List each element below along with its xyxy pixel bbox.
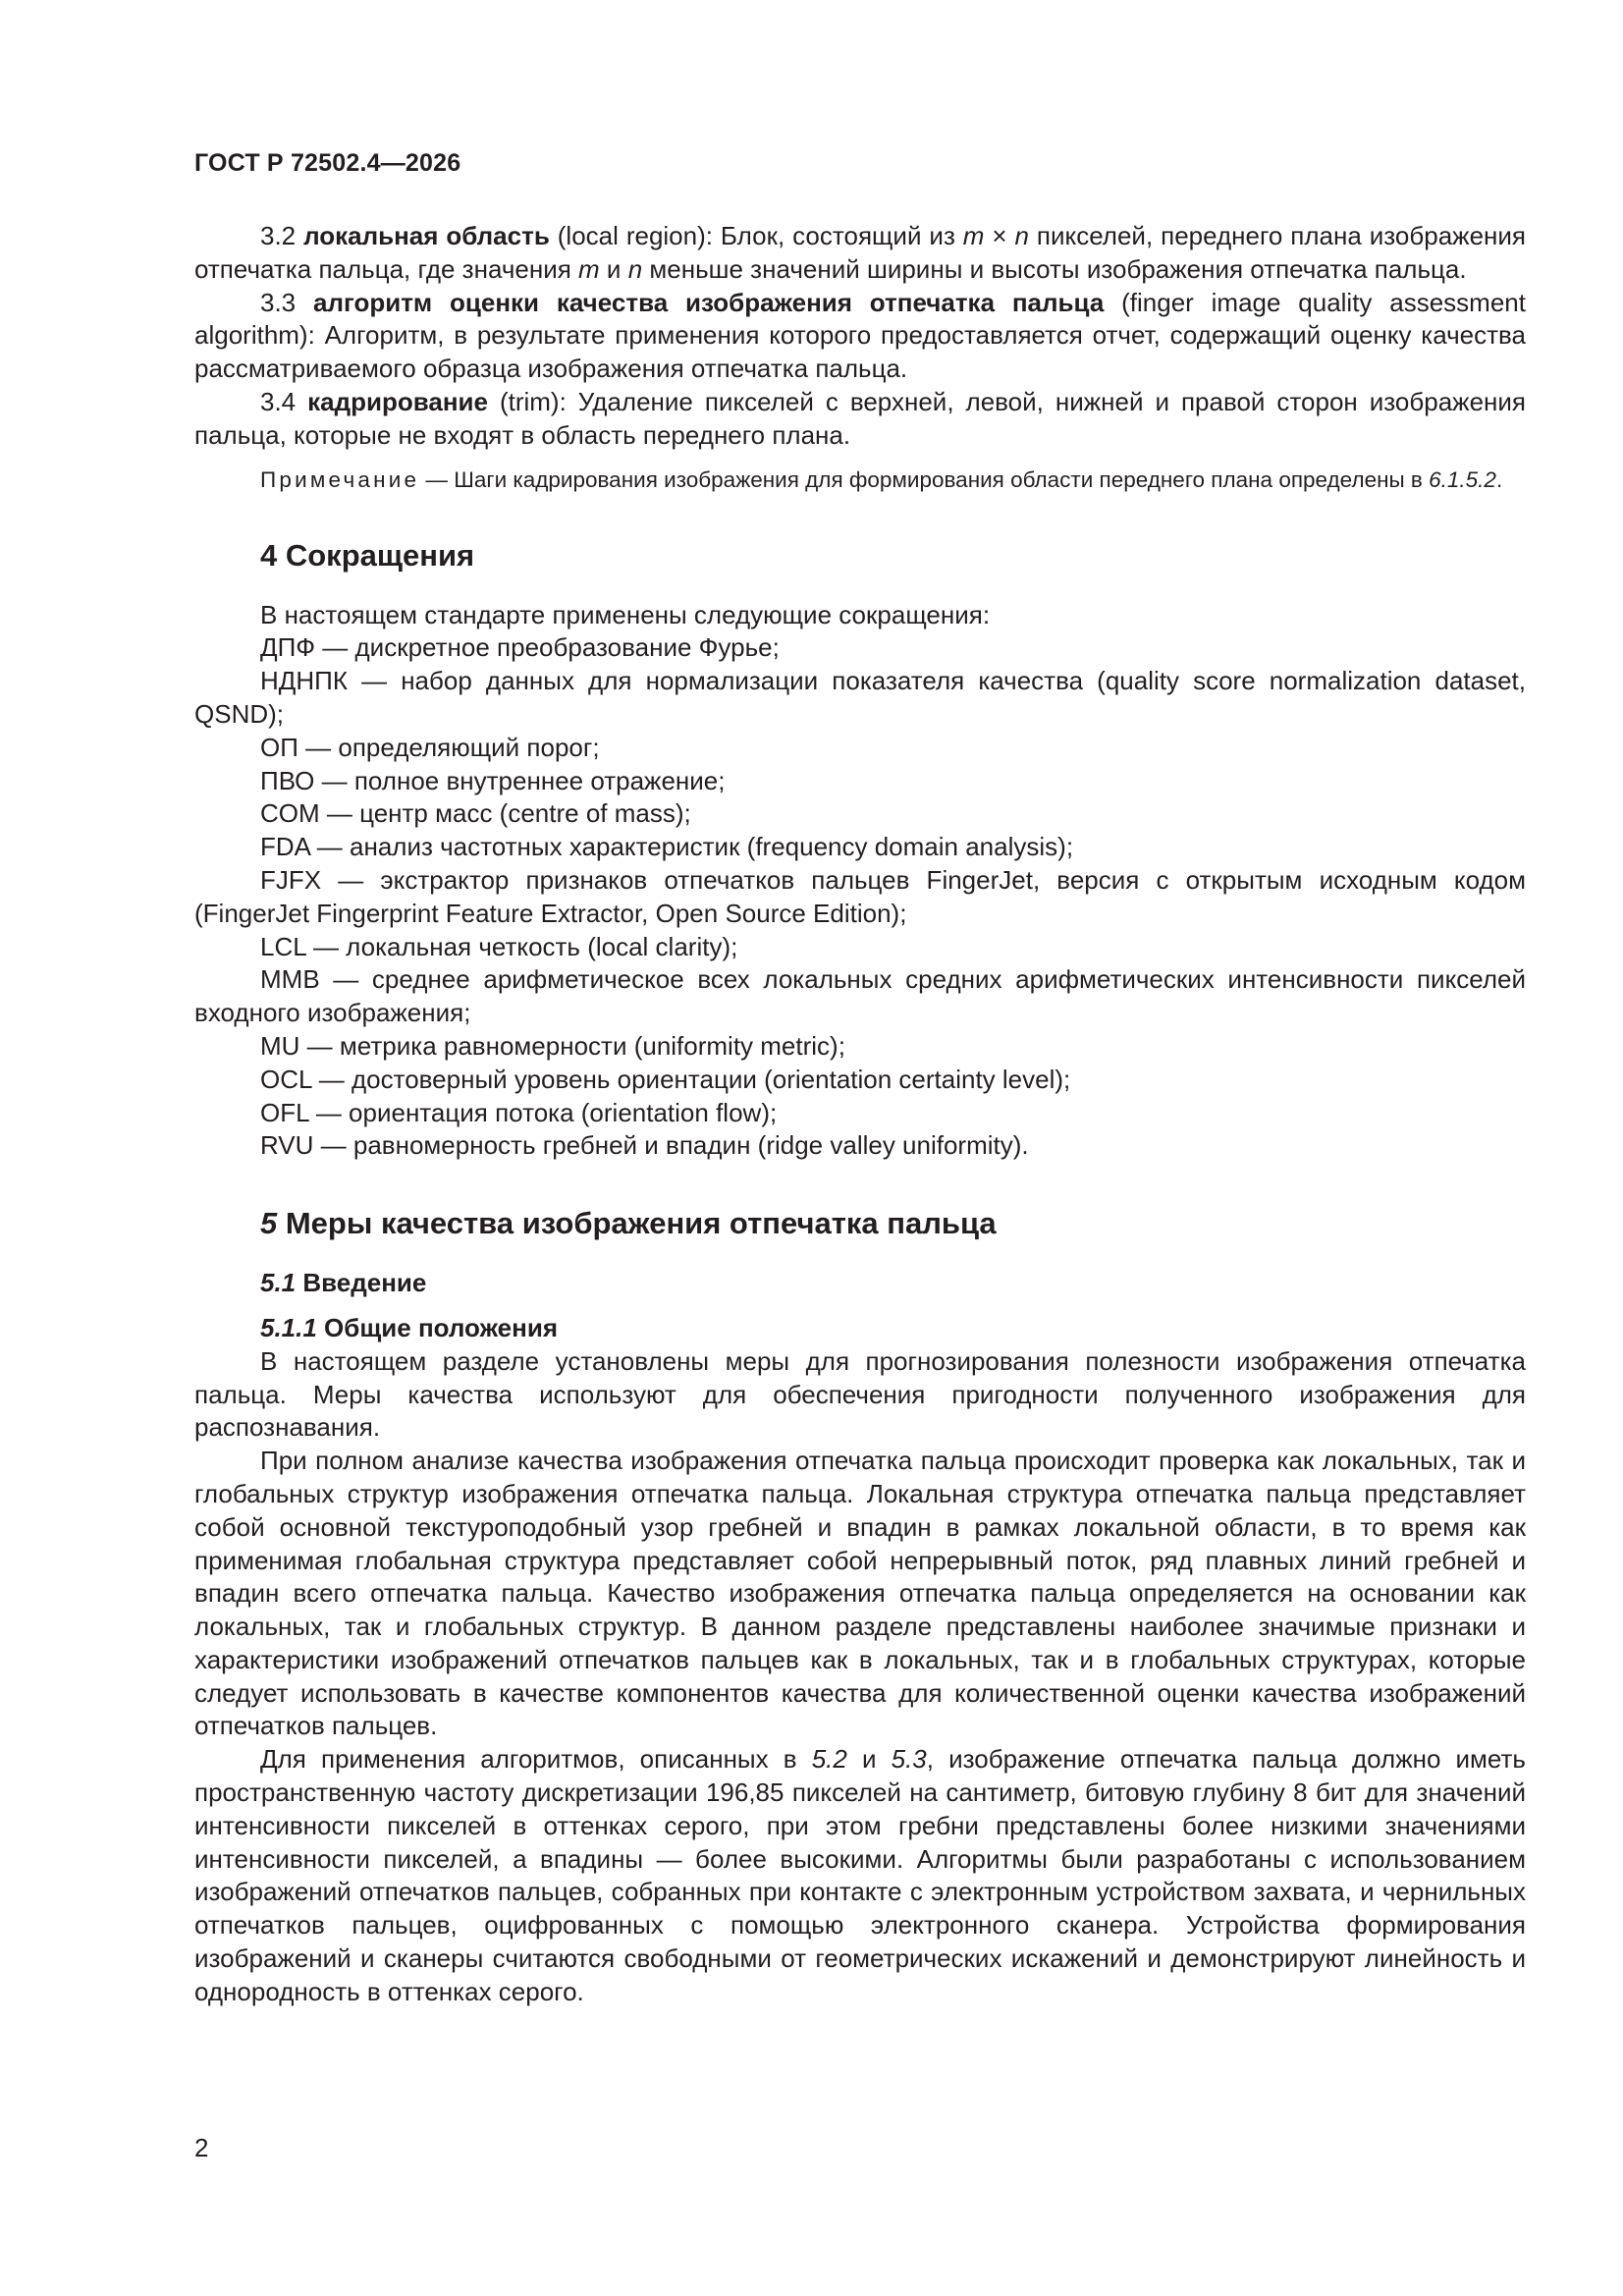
term-text: пикселей, переднего плана изображения отпечатка пальца, где значения: [194, 221, 1526, 284]
term-text: меньше значений ширины и высоты изображения отпечатка пальца.: [642, 253, 1467, 284]
term-number: 3.3: [260, 287, 313, 317]
note-label: Примечание: [260, 466, 420, 492]
term-title: алгоритм оценки качества изображения отпечатка пальца: [312, 287, 1105, 317]
var-n: n: [627, 253, 643, 284]
abbrev-item: ПВО — полное внутреннее отражение;: [260, 765, 726, 795]
subsection-5-1-heading: [260, 1267, 1526, 1300]
reference: 5.3: [891, 1744, 927, 1775]
abbrev-item: RVU — равномерность гребней и впадин (ridge valley uniformity).: [260, 1130, 1029, 1161]
abbrev-item: OCL — достоверный уровень ориентации (orientation certainty level);: [260, 1064, 1071, 1094]
abbrev-item: MMB — среднее арифметическое всех локальных средних арифметических интенсивности пикселей входного изображения;: [194, 964, 1526, 1028]
subsubsection-title: Общие положения: [316, 1312, 558, 1342]
abbrev-item: OFL — ориентация потока (orientation flow);: [260, 1097, 778, 1127]
term-text: и: [599, 253, 628, 284]
term-number: 3.2: [260, 221, 304, 250]
times-sign: ×: [984, 221, 1015, 250]
abbrev-intro: В настоящем стандарте применены следующие сокращения:: [260, 599, 991, 629]
standard-header: ГОСТ Р 72502.4—2026: [194, 149, 461, 177]
term-3-3: [194, 287, 1526, 386]
paragraph-text: , изображение отпечатка пальца должно иметь пространственную частоту дискретизации 196,85 пикселей на сантиметр, битовую глубину 8 бит для значений интенсивности пикселей в оттенках серого, при этом гребни представлены более низкими значениями интенсивности пикселей, а впадины — более высокими. Алгоритмы были разработаны с использованием изображений отпечатков пальцев, собранных при контакте с электронным устройством захвата, и чернильных отпечатков пальцев, оцифрованных с помощью электронного сканера. Устройства формирования изображений и сканеры считаются свободными от геометрических искажений и демонстрируют линейность и однородность в оттенках серого.: [194, 1744, 1526, 2006]
term-text: (trim): Удаление пикселей с верхней, левой, нижней и правой сторон изображения пальца, которые не входят в область переднего плана.: [194, 386, 1526, 450]
abbrev-item: FJFX — экстрактор признаков отпечатков пальцев FingerJet, версия с открытым исходным кодом (FingerJet Fingerprint Feature Extractor, Open Source Edition);: [194, 864, 1526, 928]
section-5-heading: [260, 1204, 1526, 1243]
subsection-title: Введение: [296, 1268, 427, 1298]
var-m: m: [578, 253, 600, 284]
subsubsection-number: 5.1.1: [260, 1312, 317, 1342]
paragraph: В настоящем разделе установлены меры для прогнозирования полезности изображения отпечатка пальца. Меры качества используют для обеспечения пригодности полученного изображения для распознавания.: [194, 1345, 1526, 1443]
note-end: .: [1495, 466, 1503, 492]
abbrev-item: FDA — анализ частотных характеристик (frequency domain analysis);: [260, 832, 1074, 862]
paragraph-text: и: [846, 1744, 892, 1775]
term-3-2: [194, 220, 1526, 287]
paragraph: [194, 1743, 1526, 2008]
abbrev-item: ОП — определяющий порог;: [260, 732, 600, 762]
term-text: (finger image quality assessment algorithm): Алгоритм, в результате применения которого предоставляется отчет, содержащий оценку качества рассматриваемого образца изображения отпечатка пальца.: [194, 287, 1526, 384]
subsection-5-1-1-heading: [260, 1312, 1526, 1345]
term-number: 3.4: [260, 386, 308, 416]
subsection-number: 5.1: [260, 1268, 297, 1298]
var-n: n: [1014, 221, 1029, 250]
reference: 5.2: [811, 1744, 847, 1775]
page-number: 2: [194, 2133, 209, 2162]
abbrev-item: НДНПК — набор данных для нормализации показателя качества (quality score normalization dataset, QSND);: [194, 666, 1526, 729]
term-3-4: [194, 386, 1526, 453]
section-4-heading: 4 Сокращения: [260, 537, 475, 573]
paragraph-text: Для применения алгоритмов, описанных в: [260, 1744, 812, 1775]
paragraph: При полном анализе качества изображения отпечатка пальца происходит проверка как локальных, так и глобальных структур изображения отпечатка пальца. Локальная структура отпечатка пальца представляет собой основной текстуроподобный узор гребней и впадин в рамках локальной области, в то время как применимая глобальная структура представляет собой непрерывный поток, ряд плавных линий гребней и впадин всего отпечатка пальца. Качество изображения отпечатка пальца определяется на основании как локальных, так и глобальных структур. В данном разделе представлены наиболее значимые признаки и характеристики изображений отпечатков пальцев как в локальных, так и в глобальных структурах, которые следует использовать в качестве компонентов качества для количественной оценки качества изображений отпечатков пальцев.: [194, 1446, 1526, 1741]
abbrev-item: MU — метрика равномерности (uniformity metric);: [260, 1030, 845, 1061]
abbrev-item: LCL — локальная четкость (local clarity);: [260, 931, 738, 961]
var-m: m: [962, 221, 985, 250]
note-text: — Шаги кадрирования изображения для формирования области переднего плана определены в: [419, 466, 1430, 492]
page-content: [194, 220, 1526, 2009]
note-reference: 6.1.5.2: [1429, 466, 1496, 492]
abbrev-item: COM — центр масс (centre of mass);: [260, 798, 691, 829]
note: [194, 465, 1526, 495]
term-title: локальная область: [303, 221, 550, 250]
section-number: 5: [260, 1206, 278, 1241]
term-text: (local region): Блок, состоящий из: [549, 221, 963, 250]
term-title: кадрирование: [307, 386, 488, 416]
section-title: Меры качества изображения отпечатка пальца: [277, 1206, 997, 1241]
abbrev-item: ДПФ — дискретное преобразование Фурье;: [260, 632, 780, 663]
